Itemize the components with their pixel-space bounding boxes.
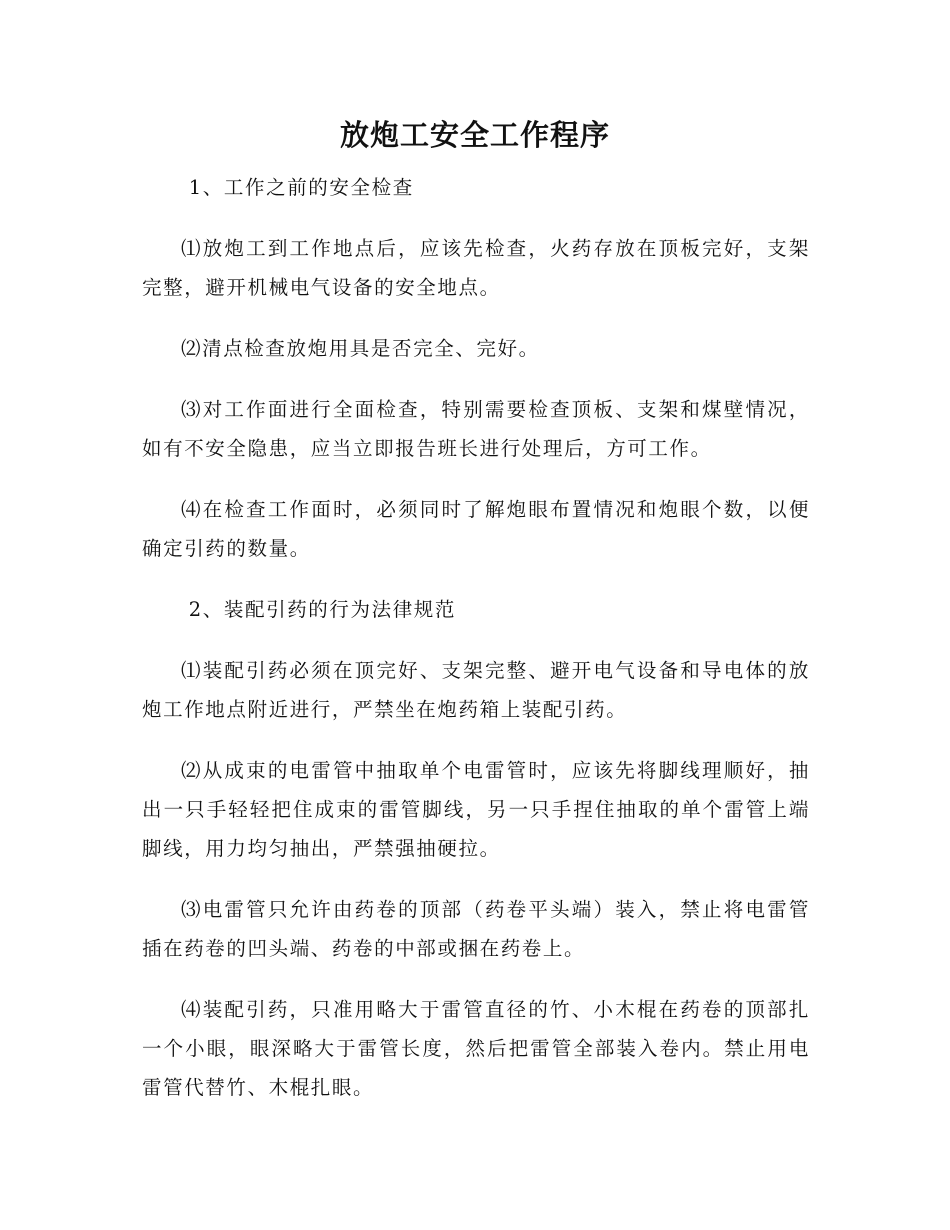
paragraph-2-3: ⑶电雷管只允许由药卷的顶部（药卷平头端）装入，禁止将电雷管插在药卷的凹头端、药卷的中部或捆在药卷上。 xyxy=(142,898,810,960)
paragraph-1-2: ⑵清点检查放炮用具是否完全、完好。 xyxy=(181,337,540,360)
paragraph-2-4: ⑷装配引药，只准用略大于雷管直径的竹、小木棍在药卷的顶部扎一个小眼，眼深略大于雷管长度，然后把雷管全部装入卷内。禁止用电雷管代替竹、木棍扎眼。 xyxy=(142,998,810,1099)
paragraph-1-3: ⑶对工作面进行全面检查，特别需要检查顶板、支架和煤壁情况，如有不安全隐患，应当立即报告班长进行处理后，方可工作。 xyxy=(142,398,810,460)
section-heading-1: 1、工作之前的安全检查 xyxy=(188,176,414,199)
document-body xyxy=(142,168,810,1129)
paragraph-2-2: ⑵从成束的电雷管中抽取单个电雷管时，应该先将脚线理顺好，抽出一只手轻轻把住成束的雷管脚线，另一只手捏住抽取的单个雷管上端脚线，用力均匀抽出，严禁强抽硬拉。 xyxy=(142,759,810,860)
paragraph-1-4: ⑷在检查工作面时，必须同时了解炮眼布置情况和炮眼个数，以便确定引药的数量。 xyxy=(142,498,810,560)
paragraph-2-1: ⑴装配引药必须在顶完好、支架完整、避开电气设备和导电体的放炮工作地点附近进行，严禁坐在炮药箱上装配引药。 xyxy=(142,659,810,721)
paragraph-1-1: ⑴放炮工到工作地点后，应该先检查，火药存放在顶板完好，支架完整，避开机械电气设备的安全地点。 xyxy=(142,237,810,299)
section-heading-2: 2、装配引药的行为法律规范 xyxy=(188,598,457,621)
document-title: 放炮工安全工作程序 xyxy=(339,118,610,152)
